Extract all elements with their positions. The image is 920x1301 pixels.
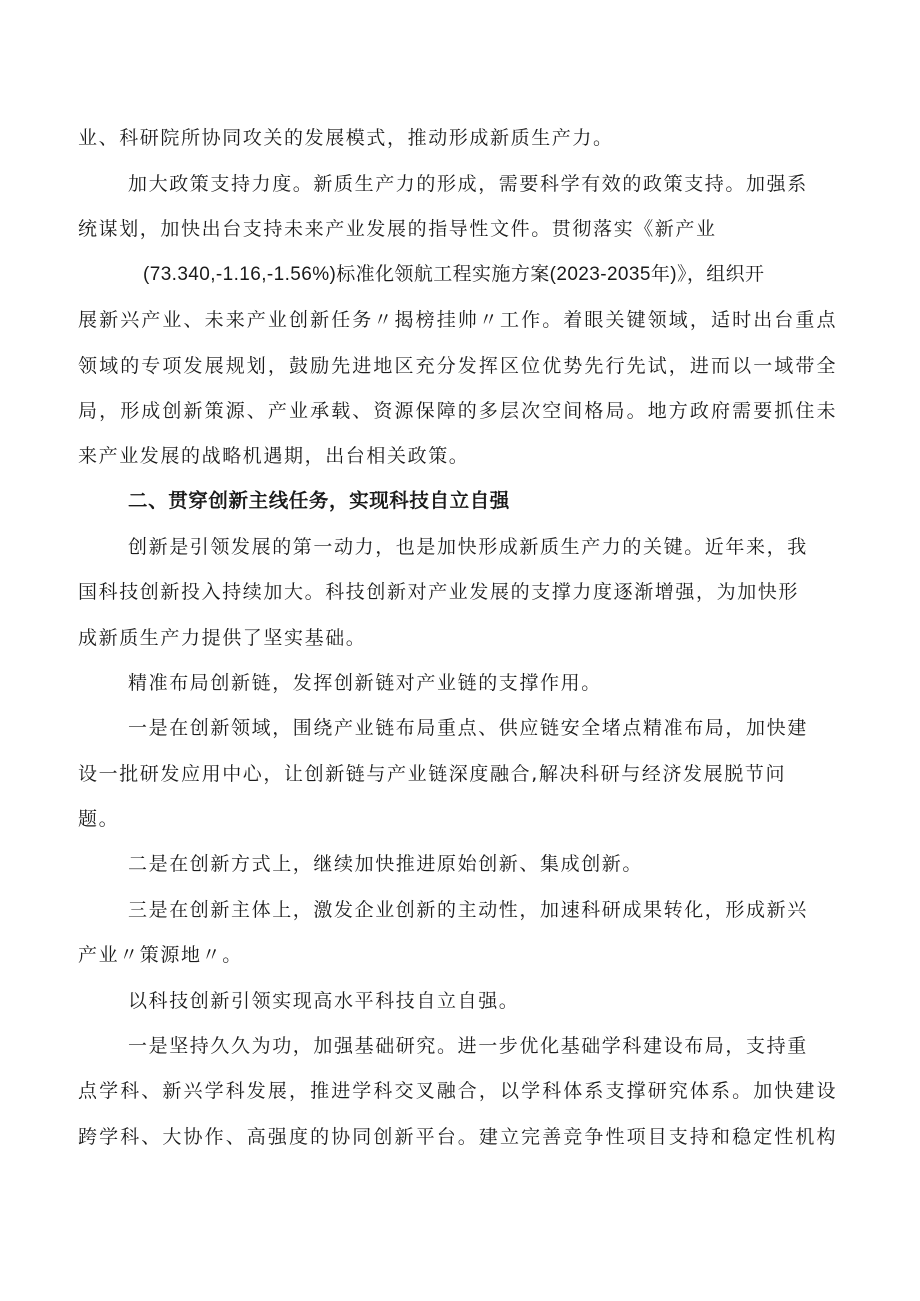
paragraph-first-line: 创新是引领发展的第一动力，也是加快形成新质生产力的关键。近年来，我 (128, 536, 808, 558)
text-line: 产业〃策源地〃。 (78, 944, 243, 966)
text-line: 成新质生产力提供了坚实基础。 (78, 627, 367, 649)
text-line: 跨学科、大协作、高强度的协同创新平台。建立完善竞争性项目支持和稳定性机构 (78, 1126, 838, 1148)
paragraph-first-line: 一是在创新领域，围绕产业链布局重点、供应链安全堵点精准布局，加快建 (128, 717, 808, 739)
text-line: 统谋划，加快出台支持未来产业发展的指导性文件。贯彻落实《新产业 (78, 218, 717, 240)
section-heading: 二、贯穿创新主线任务，实现科技自立自强 (128, 490, 510, 512)
text-line: 来产业发展的战略机遇期，出台相关政策。 (78, 445, 470, 467)
text-line: 设一批研发应用中心，让创新链与产业链深度融合,解决科研与经济发展脱节问 (78, 763, 787, 785)
text-line: 局，形成创新策源、产业承载、资源保障的多层次空间格局。地方政府需要抓住未 (78, 400, 838, 422)
paragraph-first-line: 加大政策支持力度。新质生产力的形成，需要科学有效的政策支持。加强系 (128, 173, 808, 195)
text-line: 领域的专项发展规划，鼓励先进地区充分发挥区位优势先行先试，进而以一域带全 (78, 355, 838, 377)
text-line: 展新兴产业、未来产业创新任务〃揭榜挂帅〃工作。着眼关键领域，适时出台重点 (78, 309, 838, 331)
paragraph-first-line: 二是在创新方式上，继续加快推进原始创新、集成创新。 (128, 853, 644, 875)
text-line: 点学科、新兴学科发展，推进学科交叉融合，以学科体系支撑研究体系。加快建设 (78, 1080, 838, 1102)
paragraph-first-line: 精准布局创新链，发挥创新链对产业链的支撑作用。 (128, 672, 602, 694)
text-line: 题。 (78, 808, 120, 830)
paragraph-first-line: 一是坚持久久为功，加强基础研究。进一步优化基础学科建设布局，支持重 (128, 1035, 808, 1057)
text-line: 国科技创新投入持续加大。科技创新对产业发展的支撑力度逐渐增强，为加快形 (78, 581, 800, 603)
paragraph-first-line: 三是在创新主体上，激发企业创新的主动性，加速科研成果转化，形成新兴 (128, 899, 808, 921)
paragraph-first-line: 以科技创新引领实现高水平科技自立自强。 (128, 990, 520, 1012)
text-line: 业、科研院所协同攻关的发展模式，推动形成新质生产力。 (78, 127, 614, 149)
text-line: (73.340,-1.16,-1.56%)标准化领航工程实施方案(2023-2035年)》，组织开 (143, 264, 765, 285)
